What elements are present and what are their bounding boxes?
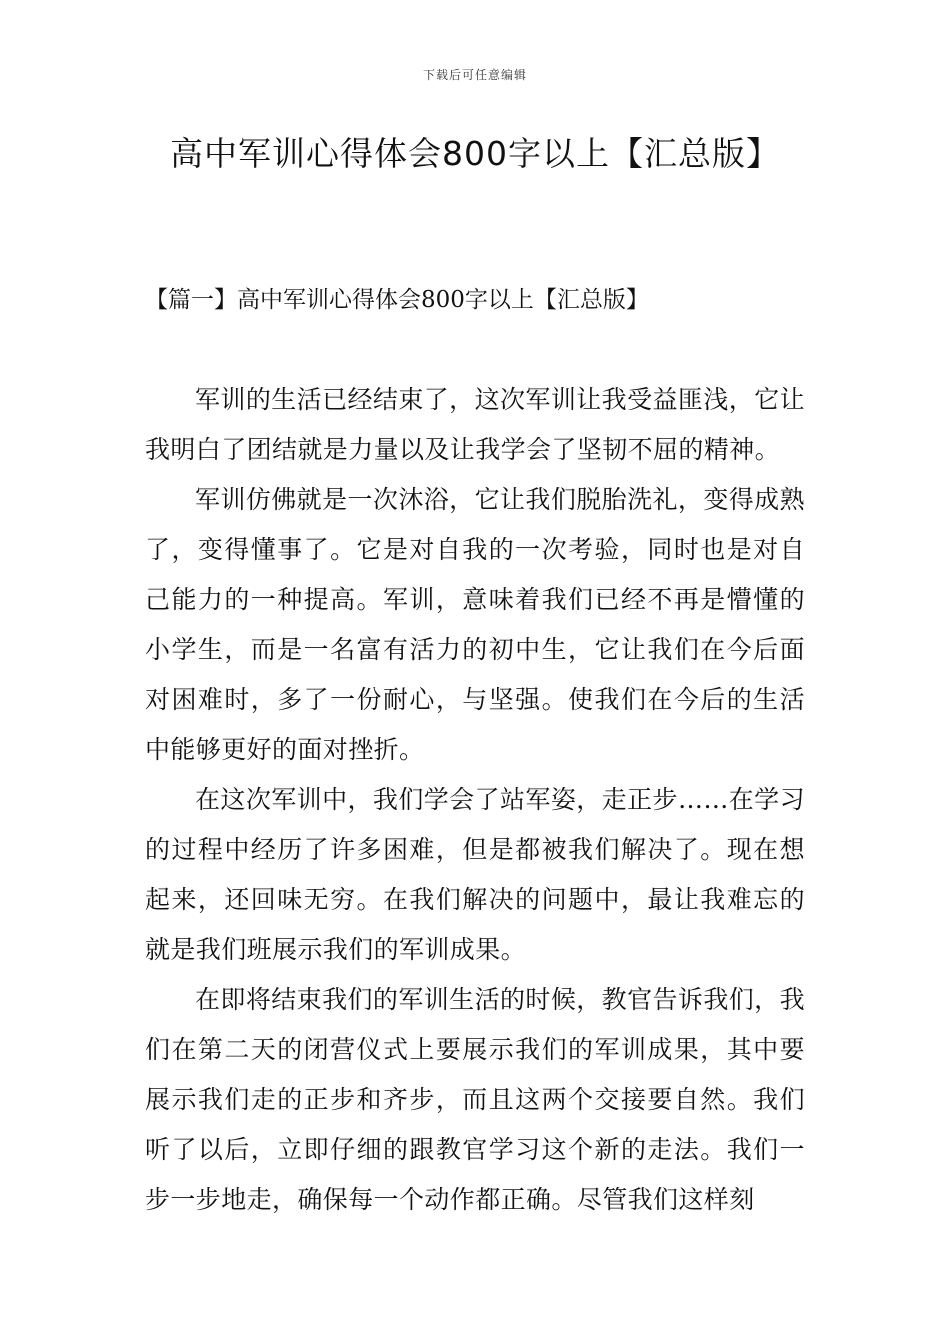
paragraph: 军训仿佛就是一次沐浴，它让我们脱胎洗礼，变得成熟了，变得懂事了。它是对自我的一次考验，同时也是对自己能力的一种提高。军训，意味着我们已经不再是懵懂的小学生，而是一名富有活力的初中生，它让我们在今后面对困难时，多了一份耐心，与坚强。使我们在今后的生活中能够更好的面对挫折。	[145, 485, 805, 764]
paragraph: 在这次军训中，我们学会了站军姿，走正步……在学习的过程中经历了许多困难，但是都被我们解决了。现在想起来，还回味无穷。在我们解决的问题中，最让我难忘的就是我们班展示我们的军训成果。	[145, 785, 805, 964]
paragraph: 在即将结束我们的军训生活的时候，教官告诉我们，我们在第二天的闭营仪式上要展示我们的军训成果，其中要展示我们走的正步和齐步，而且这两个交接要自然。我们听了以后，立即仔细的跟教官学习这个新的走法。我们一步一步地走，确保每一个动作都正确。尽管我们这样刻	[145, 985, 805, 1214]
paragraph: 军训的生活已经结束了，这次军训让我受益匪浅，它让我明白了团结就是力量以及让我学会了坚韧不屈的精神。	[145, 385, 805, 464]
section-heading: 【篇一】高中军训心得体会800字以上【汇总版】	[145, 287, 649, 313]
document-title: 高中军训心得体会800字以上【汇总版】	[170, 134, 780, 173]
document-body	[145, 375, 805, 1225]
header-note: 下载后可任意编辑	[422, 68, 527, 82]
